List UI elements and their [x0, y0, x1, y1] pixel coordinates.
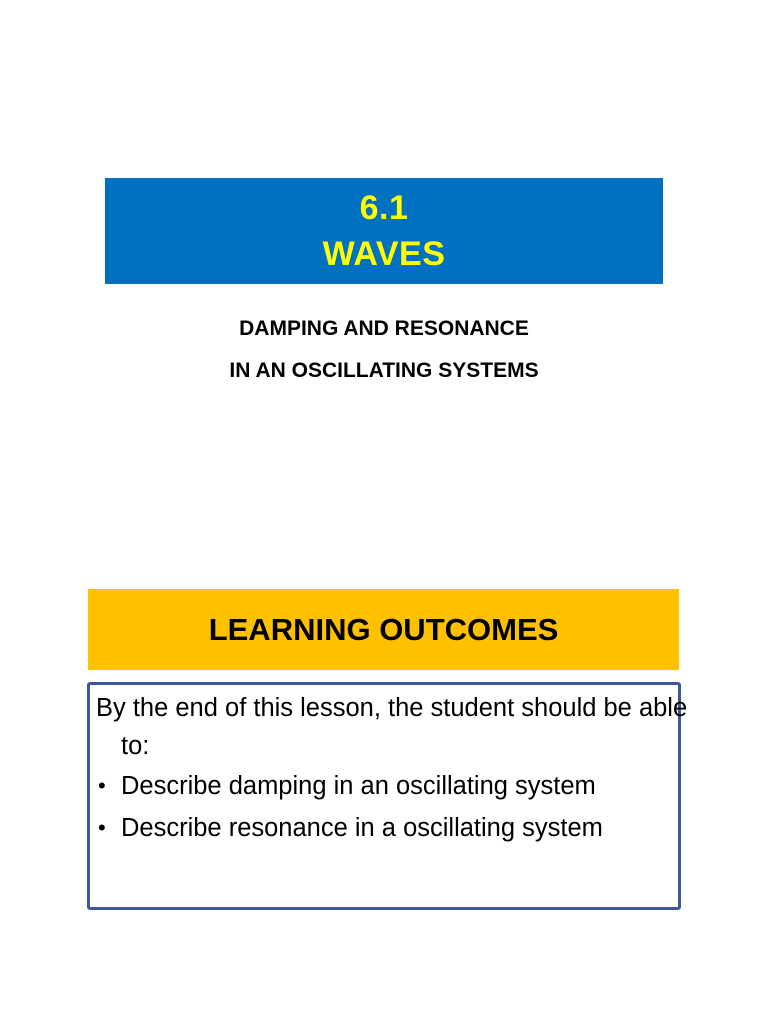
learning-outcomes-banner: [88, 589, 679, 670]
subtitle-line-1: DAMPING AND RESONANCE: [239, 317, 529, 340]
title-banner: [105, 178, 663, 284]
outcome-text: Describe resonance in a oscillating system: [121, 814, 603, 842]
subtitle-line-2: IN AN OSCILLATING SYSTEMS: [229, 359, 539, 382]
outcomes-list: [96, 765, 676, 849]
outcome-item: [96, 807, 676, 849]
outcome-text: Describe damping in an oscillating system: [121, 772, 596, 800]
outcomes-intro: By the end of this lesson, the student should be able to:: [96, 694, 688, 760]
topic-title: WAVES: [322, 235, 446, 273]
bullet-icon: •: [98, 773, 106, 798]
outcome-item: [96, 765, 676, 807]
subtitle: [0, 308, 768, 392]
learning-outcomes-box: [87, 682, 688, 910]
section-number: 6.1: [359, 189, 409, 227]
bullet-icon: •: [98, 815, 106, 840]
learning-outcomes-heading: LEARNING OUTCOMES: [208, 611, 559, 647]
